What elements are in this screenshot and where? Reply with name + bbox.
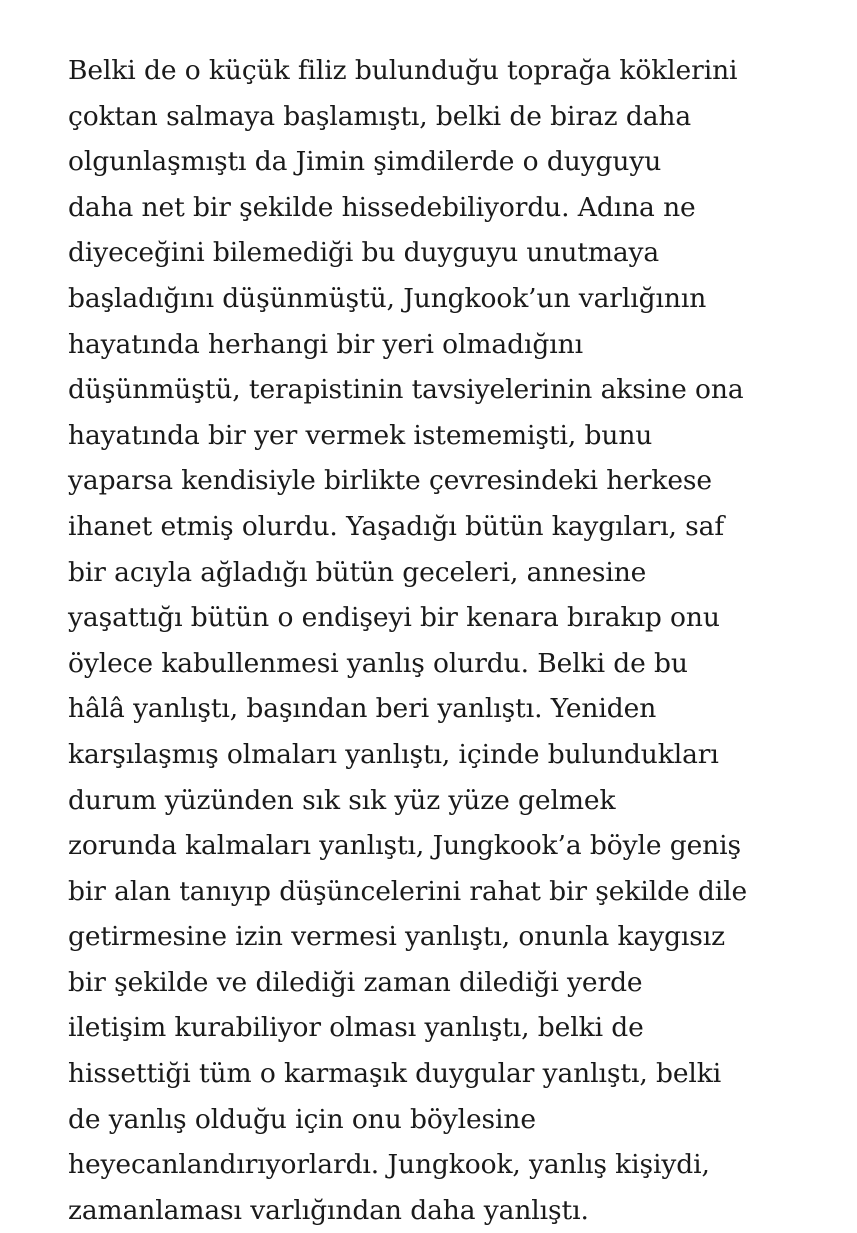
text-line: bir acıyla ağladığı bütün geceleri, annesine [68, 556, 647, 588]
text-line: düşünmüştü, terapistinin tavsiyelerinin aksine ona [68, 374, 744, 406]
text-line: getirmesine izin vermesi yanlıştı, onunla kaygısız [68, 921, 726, 953]
text-line: yaşattığı bütün o endişeyi bir kenara bırakıp onu [68, 602, 720, 634]
text-line: zorunda kalmaları yanlıştı, Jungkook’a böyle geniş [68, 830, 742, 862]
text-line: durum yüzünden sık sık yüz yüze gelmek [68, 784, 616, 816]
body-paragraph [68, 48, 838, 1233]
text-line: karşılaşmış olmaları yanlıştı, içinde bulundukları [68, 738, 719, 770]
text-line: heyecanlandırıyorlardı. Jungkook, yanlış kişiydi, [68, 1149, 710, 1181]
text-line: ihanet etmiş olurdu. Yaşadığı bütün kaygıları, saf [68, 510, 725, 542]
text-line: başladığını düşünmüştü, Jungkook’un varlığının [68, 282, 707, 314]
text-line: hayatında bir yer vermek istememişti, bunu [68, 419, 653, 451]
text-line: yaparsa kendisiyle birlikte çevresindeki herkese [68, 465, 712, 497]
text-line: Belki de o küçük filiz bulunduğu toprağa köklerini [68, 55, 738, 86]
text-line: öylece kabullenmesi yanlış olurdu. Belki de bu [68, 647, 688, 679]
text-line: bir alan tanıyıp düşüncelerini rahat bir şekilde dile [68, 875, 748, 907]
text-line: diyeceğini bilemediği bu duyguyu unutmaya [68, 237, 660, 269]
text-line: hâlâ yanlıştı, başından beri yanlıştı. Yeniden [68, 693, 657, 725]
text-line: iletişim kurabiliyor olması yanlıştı, belki de [68, 1012, 644, 1044]
text-line: zamanlaması varlığından daha yanlıştı. [68, 1194, 589, 1226]
text-line: çoktan salmaya başlamıştı, belki de biraz daha [68, 100, 692, 132]
text-line: de yanlış olduğu için onu böylesine [68, 1103, 536, 1135]
text-line: hayatında herhangi bir yeri olmadığını [68, 328, 583, 360]
text-line: bir şekilde ve dilediği zaman dilediği yerde [68, 966, 643, 998]
text-line: daha net bir şekilde hissedebiliyordu. Adına ne [68, 191, 696, 223]
text-line: olgunlaşmıştı da Jimin şimdilerde o duyguyu [68, 146, 662, 178]
text-line: hissettiği tüm o karmaşık duygular yanlıştı, belki [68, 1058, 722, 1090]
